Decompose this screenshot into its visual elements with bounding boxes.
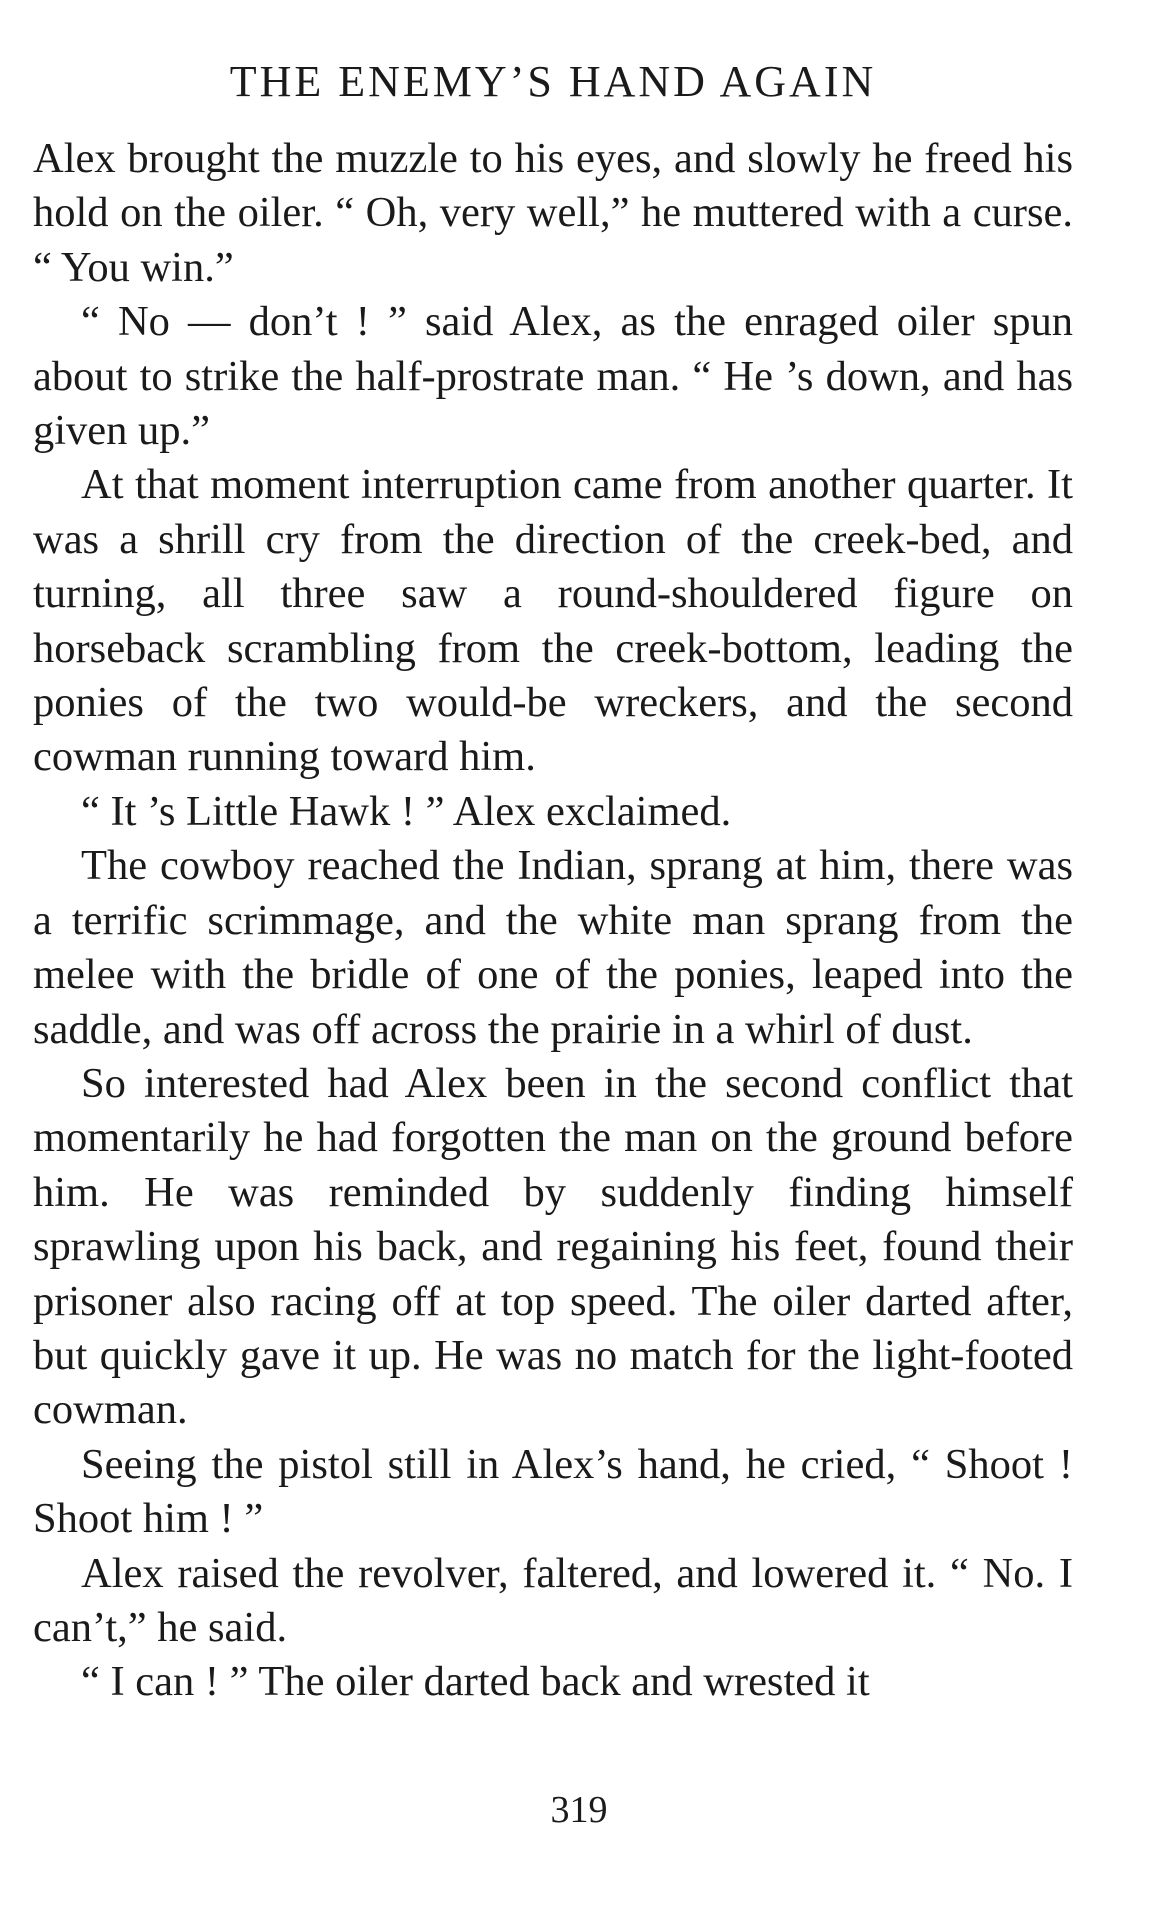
paragraph-8: Alex raised the revolver, faltered, and lowered it. “ No. I can’t,” he said. — [33, 1549, 1073, 1651]
book-page — [33, 52, 1073, 1710]
paragraph-9: “ I can ! ” The oiler darted back and wrested it — [81, 1658, 870, 1706]
paragraph-1: Alex brought the muzzle to his eyes, and slowly he freed his hold on the oiler. “ Oh, very well,” he muttered with a curse. “ You win.” — [33, 135, 1073, 291]
paragraph-4: “ It ’s Little Hawk ! ” Alex exclaimed. — [81, 787, 732, 835]
paragraph-3: At that moment interruption came from another quarter. It was a shrill cry from the direction of the creek-bed, and turning, all three saw a round-shouldered figure on horseback scrambling from the creek-bottom, leading the ponies of the two would-be wreckers, and the second cowman running toward him. — [33, 461, 1073, 781]
body-text — [33, 132, 1073, 1710]
paragraph-2: “ No — don’t ! ” said Alex, as the enraged oiler spun about to strike the half-prostrate man. “ He ’s down, and has given up.” — [33, 298, 1073, 455]
page-number: 319 — [550, 1789, 608, 1831]
paragraph-7: Seeing the pistol still in Alex’s hand, he cried, “ Shoot ! Shoot him ! ” — [33, 1440, 1073, 1543]
running-head: THE ENEMY’S HAND AGAIN — [229, 57, 877, 106]
paragraph-5: The cowboy reached the Indian, sprang at him, there was a terrific scrimmage, and the white man sprang from the melee with the bridle of one of the ponies, leaped into the saddle, and was off across the prairie in a whirl of dust. — [33, 842, 1073, 1053]
paragraph-6: So interested had Alex been in the second conflict that momentarily he had forgotten the man on the ground before him. He was reminded by suddenly finding himself sprawling upon his back, and regaining his feet, found their prisoner also racing off at top speed. The oiler darted after, but quickly gave it up. He was no match for the light-footed cowman. — [33, 1059, 1073, 1434]
